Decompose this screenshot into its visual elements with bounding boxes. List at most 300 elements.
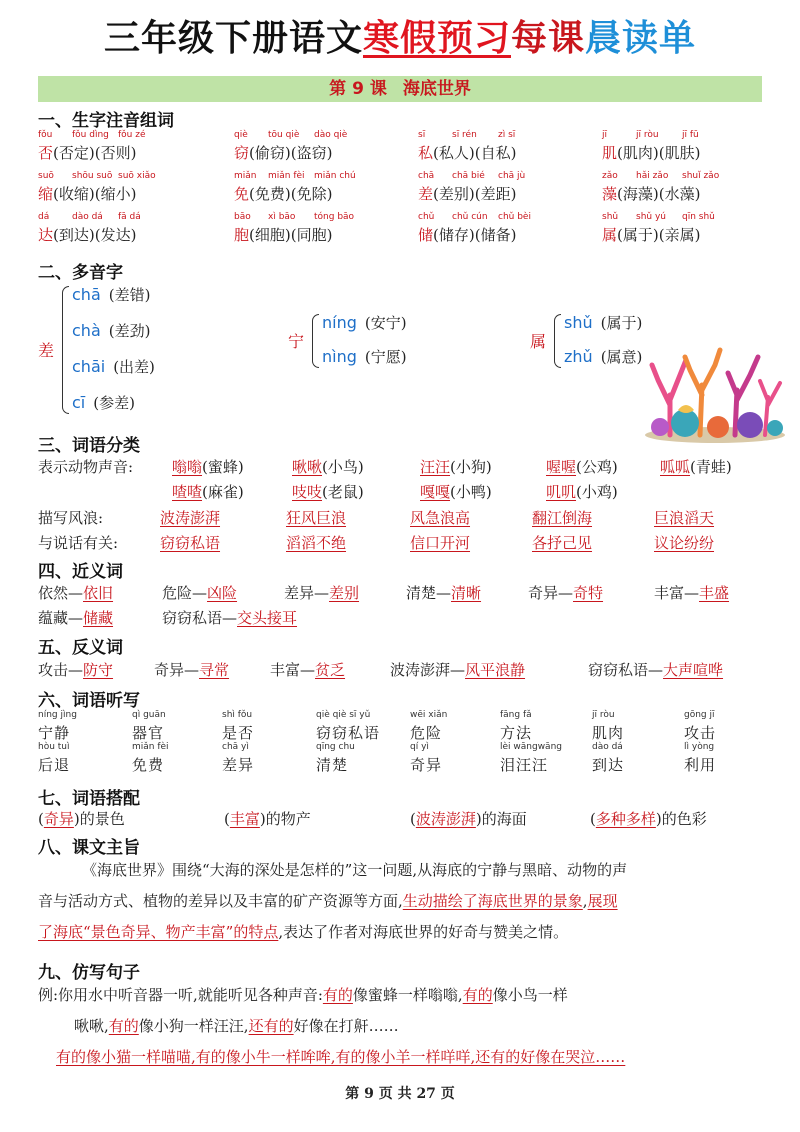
answer-word: 滔滔不绝: [286, 534, 347, 552]
collocation-tail: )的海面: [475, 810, 527, 828]
speak-word: [160, 532, 220, 553]
word-hint: (麻雀): [202, 483, 244, 501]
synonym-answer: 凶险: [207, 584, 238, 602]
synonym-answer: 丰盛: [699, 584, 730, 602]
char-pinyin: [602, 130, 782, 142]
pinyin-part: xì bāo: [268, 212, 296, 222]
antonym-answer: 大声喧哗: [663, 661, 724, 679]
synonym-word: 差异—: [284, 584, 330, 602]
dictation-word: [316, 710, 380, 743]
dictation-pinyin: wēi xiǎn: [410, 710, 448, 720]
page-footer: 第 9 页 共 27 页: [345, 1086, 455, 1102]
pinyin-part: shuǐ zǎo: [682, 171, 720, 181]
polyphone-char: 宁: [288, 332, 305, 351]
char-line: [234, 183, 414, 204]
antonym-pair: [154, 659, 229, 680]
theme-line-2: 音与活动方式、植物的差异以及丰富的矿产资源等方面,生动描绘了海底世界的景象,展现: [38, 892, 618, 910]
pinyin-part: hǎi zǎo: [636, 171, 669, 181]
char-words: (私人)(自私): [433, 144, 517, 162]
lesson-number: 第 9 课: [329, 79, 387, 99]
char-entry: [602, 212, 782, 245]
title-part4: 晨读单: [585, 18, 697, 59]
pinyin-part: qīn shǔ: [682, 212, 715, 222]
animal-sound-word: [292, 481, 364, 502]
pinyin-part: sī rén: [452, 130, 477, 140]
dictation-hanzi: 差异: [222, 756, 255, 774]
dictation-hanzi: 免费: [132, 756, 165, 774]
dictation-pinyin: lèi wāngwāng: [500, 742, 562, 752]
antonym-pair: [588, 659, 723, 680]
char-entry: [418, 171, 598, 204]
coral-illustration: [640, 335, 790, 445]
pinyin-part: dào dá: [72, 212, 103, 222]
char-entry: [234, 212, 414, 245]
dictation-pinyin: fāng fǎ: [500, 710, 532, 720]
char-glyph: 差: [418, 185, 434, 203]
char-pinyin: [234, 130, 414, 142]
collocation-answer: 奇异: [43, 810, 74, 828]
dictation-word: [500, 710, 532, 743]
dictation-word: [222, 710, 254, 743]
polyphone-pinyin: chā: [72, 285, 101, 304]
word-hint: (蜜蜂): [202, 458, 244, 476]
pinyin-part: bāo: [234, 212, 251, 222]
char-glyph: 窃: [234, 144, 250, 162]
char-entry: [38, 130, 218, 163]
dictation-word: [38, 742, 70, 775]
antonym-word: 奇异—: [154, 661, 200, 679]
pinyin-part: qiè: [234, 130, 248, 140]
polyphone-item: [564, 312, 642, 333]
brace-mark: [554, 314, 561, 368]
animal-sound-word: [172, 481, 244, 502]
collocation-answer: 波涛澎湃: [415, 810, 476, 828]
char-glyph: 肌: [602, 144, 618, 162]
char-pinyin: [418, 130, 598, 142]
char-pinyin: [602, 171, 782, 183]
pinyin-part: tōu qiè: [268, 130, 300, 140]
wave-word: [286, 507, 346, 528]
char-line: [418, 142, 598, 163]
char-pinyin: [418, 212, 598, 224]
dictation-pinyin: gōng jī: [684, 710, 715, 720]
polyphone-pinyin: nìng: [322, 347, 357, 366]
theme-paragraph: 《海底世界》围绕“大海的深处是怎样的”这一问题,从海底的宁静与黑暗、动物的声: [82, 861, 628, 879]
antonym-pair: [38, 659, 113, 680]
char-words: (收缩)(缩小): [53, 185, 137, 203]
dictation-pinyin: qì guān: [132, 710, 166, 720]
polyphone-item: [322, 346, 407, 367]
paren: (: [410, 810, 416, 828]
speak-word: [410, 532, 470, 553]
dictation-hanzi: 奇异: [410, 756, 443, 774]
char-pinyin: [38, 171, 218, 183]
synonym-word: 清楚—: [406, 584, 452, 602]
animal-sound-word: [546, 456, 618, 477]
dictation-word: [592, 742, 624, 775]
section-heading-8: 八、课文主旨: [38, 838, 140, 858]
dictation-pinyin: lì yòng: [684, 742, 715, 752]
pinyin-part: zì sī: [498, 130, 516, 140]
char-line: [38, 224, 218, 245]
pinyin-part: miǎn: [234, 171, 257, 181]
antonym-word: 波涛澎湃—: [390, 661, 466, 679]
synonym-answer: 清晰: [451, 584, 482, 602]
polyphone-char: 属: [530, 332, 547, 351]
dictation-pinyin: dào dá: [592, 742, 623, 752]
pinyin-part: shǔ yú: [636, 212, 666, 222]
answer-word: 狂风巨浪: [286, 509, 347, 527]
word-hint: (小狗): [450, 458, 492, 476]
dictation-hanzi: 危险: [410, 724, 443, 742]
dictation-word: [38, 710, 77, 743]
dictation-pinyin: níng jìng: [38, 710, 77, 720]
dictation-word: [316, 742, 355, 775]
synonym-word: 危险—: [162, 584, 208, 602]
wave-label: 描写风浪:: [38, 509, 104, 527]
dictation-word: [410, 742, 442, 775]
polyphone-pinyin: cī: [72, 393, 86, 412]
char-glyph: 私: [418, 144, 434, 162]
word-hint: (公鸡): [576, 458, 618, 476]
polyphone-item: [72, 284, 150, 305]
polyphone-pinyin: chà: [72, 321, 101, 340]
speak-word: [654, 532, 714, 553]
animal-sound-word: [172, 456, 244, 477]
dictation-word: [132, 742, 169, 775]
dictation-hanzi: 攻击: [684, 724, 717, 742]
polyphone-pinyin: zhǔ: [564, 347, 593, 366]
antonym-pair: [390, 659, 525, 680]
collocation-item: [590, 808, 707, 829]
char-words: (海藻)(水藻): [617, 185, 701, 203]
polyphone-word: (属于): [600, 314, 643, 332]
char-glyph: 缩: [38, 185, 54, 203]
answer-word: 窃窃私语: [160, 534, 221, 552]
synonym-pair: [38, 607, 113, 628]
polyphone-pinyin: níng: [322, 313, 357, 332]
antonym-word: 窃窃私语—: [588, 661, 664, 679]
dictation-word: [410, 710, 447, 743]
wave-word: [654, 507, 714, 528]
dictation-hanzi: 方法: [500, 724, 533, 742]
antonym-answer: 防守: [83, 661, 114, 679]
char-words: (属于)(亲属): [617, 226, 701, 244]
dictation-word: [592, 710, 624, 743]
answer-word: 风急浪高: [410, 509, 471, 527]
antonym-answer: 贫乏: [315, 661, 346, 679]
animal-sound-word: [420, 481, 492, 502]
pinyin-part: dá: [38, 212, 50, 222]
char-glyph: 达: [38, 226, 54, 244]
polyphone-word: (属意): [600, 348, 643, 366]
word-hint: (小鸭): [450, 483, 492, 501]
answer-word: 汪汪: [420, 458, 451, 476]
speak-word: [532, 532, 592, 553]
char-pinyin: [418, 171, 598, 183]
section-heading-6: 六、词语听写: [38, 691, 140, 711]
polyphone-word: (安宁): [364, 314, 407, 332]
char-glyph: 藻: [602, 185, 618, 203]
char-pinyin: [602, 212, 782, 224]
char-line: [418, 224, 598, 245]
answer-word: 啾啾: [292, 458, 323, 476]
dictation-pinyin: miǎn fèi: [132, 742, 169, 752]
char-entry: [602, 130, 782, 163]
pinyin-part: shōu suō: [72, 171, 113, 181]
answer-word: 喔喔: [546, 458, 577, 476]
answer-word: 各抒己见: [532, 534, 593, 552]
polyphone-item: [322, 312, 407, 333]
char-line: [38, 142, 218, 163]
synonym-word: 奇异—: [528, 584, 574, 602]
char-line: [418, 183, 598, 204]
dictation-hanzi: 清楚: [316, 756, 349, 774]
char-entry: [38, 171, 218, 204]
char-words: (免费)(免除): [249, 185, 333, 203]
polyphone-word: (差错): [108, 286, 151, 304]
char-entry: [234, 130, 414, 163]
section-heading-3: 三、词语分类: [38, 436, 140, 456]
collocation-answer: 多种多样: [595, 810, 656, 828]
pinyin-part: chā jù: [498, 171, 526, 181]
pinyin-part: sī: [418, 130, 426, 140]
animal-sound-word: [660, 456, 732, 477]
synonym-pair: [162, 582, 237, 603]
char-line: [602, 142, 782, 163]
dictation-hanzi: 是否: [222, 724, 255, 742]
char-entry: [602, 171, 782, 204]
dictation-word: [500, 742, 562, 775]
dictation-pinyin: chā yì: [222, 742, 249, 752]
polyphone-item: [72, 320, 150, 341]
dictation-hanzi: 到达: [592, 756, 625, 774]
pinyin-part: fā dá: [118, 212, 141, 222]
antonym-word: 丰富—: [270, 661, 316, 679]
answer-word: 嗡嗡: [172, 458, 203, 476]
answer-word: 波涛澎湃: [160, 509, 221, 527]
char-words: (偷窃)(盗窃): [249, 144, 333, 162]
char-words: (肌肉)(肌肤): [617, 144, 701, 162]
dictation-pinyin: qīng chu: [316, 742, 355, 752]
pinyin-part: jī ròu: [636, 130, 659, 140]
section-heading-4: 四、近义词: [38, 562, 123, 582]
answer-word: 翻江倒海: [532, 509, 593, 527]
collocation-tail: )的景色: [73, 810, 125, 828]
char-line: [234, 224, 414, 245]
animal-sound-word: [546, 481, 618, 502]
pinyin-part: chā: [418, 171, 435, 181]
polyphone-item: [72, 356, 155, 377]
paren: (: [38, 810, 44, 828]
imitate-line-1: 例:你用水中听音器一听,就能听见各种声音:有的像蜜蜂一样嗡嗡,有的像小鸟一样: [38, 986, 568, 1004]
answer-word: 喳喳: [172, 483, 203, 501]
char-entry: [234, 171, 414, 204]
word-hint: (老鼠): [322, 483, 364, 501]
collocation-answer: 丰富: [229, 810, 260, 828]
word-hint: (小鸡): [576, 483, 618, 501]
dictation-hanzi: 窃窃私语: [316, 724, 381, 742]
synonym-answer: 交头接耳: [237, 609, 298, 627]
pinyin-part: tóng bāo: [314, 212, 355, 222]
char-words: (差别)(差距): [433, 185, 517, 203]
char-pinyin: [38, 130, 218, 142]
answer-word: 嘎嘎: [420, 483, 451, 501]
polyphone-pinyin: chāi: [72, 357, 106, 376]
pinyin-part: fǒu zé: [118, 130, 146, 140]
dictation-hanzi: 后退: [38, 756, 71, 774]
char-pinyin: [38, 212, 218, 224]
char-entry: [38, 212, 218, 245]
imitate-answer: 有的像小猫一样喵喵,有的像小牛一样哞哞,有的像小羊一样咩咩,还有的好像在哭泣……: [56, 1048, 626, 1066]
answer-word: 信口开河: [410, 534, 471, 552]
wave-word: [410, 507, 470, 528]
pinyin-part: miǎn fèi: [268, 171, 305, 181]
antonym-answer: 风平浪静: [465, 661, 526, 679]
char-words: (细胞)(同胞): [249, 226, 333, 244]
polyphone-word: (参差): [93, 394, 135, 412]
synonym-answer: 储藏: [83, 609, 114, 627]
brace-mark: [62, 286, 69, 414]
dictation-pinyin: hòu tuì: [38, 742, 70, 752]
synonym-pair: [284, 582, 359, 603]
synonym-answer: 奇特: [573, 584, 604, 602]
synonym-word: 丰富—: [654, 584, 700, 602]
dictation-hanzi: 器官: [132, 724, 165, 742]
dictation-word: [684, 742, 716, 775]
collocation-item: [224, 808, 311, 829]
pinyin-part: suō: [38, 171, 54, 181]
section-heading-7: 七、词语搭配: [38, 789, 140, 809]
char-glyph: 储: [418, 226, 434, 244]
char-entry: [418, 130, 598, 163]
char-glyph: 免: [234, 185, 250, 203]
title-part2: 寒假预习: [362, 18, 511, 59]
animal-sound-word: [292, 456, 364, 477]
char-words: (储存)(储备): [433, 226, 517, 244]
dictation-hanzi: 利用: [684, 756, 717, 774]
dictation-pinyin: qí yì: [410, 742, 429, 752]
char-glyph: 否: [38, 144, 54, 162]
polyphone-word: (差劲): [108, 322, 151, 340]
title-part3: 每课: [511, 18, 586, 59]
pinyin-part: chǔ bèi: [498, 212, 531, 222]
polyphone-pinyin: shǔ: [564, 313, 593, 332]
char-pinyin: [234, 212, 414, 224]
pinyin-part: chā bié: [452, 171, 485, 181]
dictation-hanzi: 宁静: [38, 724, 71, 742]
char-pinyin: [234, 171, 414, 183]
pinyin-part: fǒu dìng: [72, 130, 109, 140]
char-words: (否定)(否则): [53, 144, 137, 162]
char-line: [602, 224, 782, 245]
polyphone-item: [72, 392, 135, 413]
section-heading-2: 二、多音字: [38, 263, 123, 283]
pinyin-part: shǔ: [602, 212, 619, 222]
answer-word: 巨浪滔天: [654, 509, 715, 527]
char-glyph: 胞: [234, 226, 250, 244]
paren: (: [590, 810, 596, 828]
speak-word: [286, 532, 346, 553]
polyphone-item: [564, 346, 642, 367]
page-title: [0, 10, 800, 61]
imitate-line-2: 啾啾,有的像小狗一样汪汪,还有的好像在打鼾……: [74, 1017, 399, 1035]
pinyin-part: fǒu: [38, 130, 53, 140]
char-line: [234, 142, 414, 163]
synonym-word: 依然—: [38, 584, 84, 602]
collocation-item: [38, 808, 125, 829]
synonym-word: 蕴藏—: [38, 609, 84, 627]
dictation-word: [222, 742, 254, 775]
answer-word: 吱吱: [292, 483, 323, 501]
pinyin-part: jī fū: [682, 130, 699, 140]
synonym-word: 窃窃私语—: [162, 609, 238, 627]
synonym-pair: [162, 607, 297, 628]
answer-word: 叽叽: [546, 483, 577, 501]
word-hint: (青蛙): [690, 458, 732, 476]
pinyin-part: chǔ cún: [452, 212, 488, 222]
animal-sound-word: [420, 456, 492, 477]
dictation-pinyin: shì fǒu: [222, 710, 253, 720]
pinyin-part: dào qiè: [314, 130, 348, 140]
lesson-bar: [38, 76, 762, 102]
title-part1: 三年级下册语文: [103, 18, 363, 59]
char-entry: [418, 212, 598, 245]
synonym-pair: [38, 582, 113, 603]
brace-mark: [312, 314, 319, 368]
speak-label: 与说话有关:: [38, 534, 119, 552]
dictation-hanzi: 泪汪汪: [500, 756, 549, 774]
collocation-tail: )的色彩: [655, 810, 707, 828]
pinyin-part: chǔ: [418, 212, 435, 222]
wave-word: [160, 507, 220, 528]
synonym-answer: 依旧: [83, 584, 114, 602]
section-heading-5: 五、反义词: [38, 638, 123, 658]
char-words: (到达)(发达): [53, 226, 137, 244]
lesson-name: 海底世界: [402, 79, 471, 99]
polyphone-word: (宁愿): [364, 348, 407, 366]
animal-label: 表示动物声音:: [38, 458, 134, 476]
pinyin-part: suō xiǎo: [118, 171, 156, 181]
dictation-pinyin: jī ròu: [592, 710, 615, 720]
char-line: [602, 183, 782, 204]
wave-word: [532, 507, 592, 528]
pinyin-part: zǎo: [602, 171, 618, 181]
char-line: [38, 183, 218, 204]
answer-word: 议论纷纷: [654, 534, 715, 552]
answer-word: 呱呱: [660, 458, 691, 476]
collocation-item: [410, 808, 527, 829]
collocation-tail: )的物产: [259, 810, 311, 828]
synonym-pair: [528, 582, 603, 603]
antonym-answer: 寻常: [199, 661, 230, 679]
section-heading-9: 九、仿写句子: [38, 963, 140, 983]
dictation-word: [684, 710, 716, 743]
paren: (: [224, 810, 230, 828]
pinyin-part: jī: [602, 130, 608, 140]
synonym-pair: [406, 582, 481, 603]
antonym-pair: [270, 659, 345, 680]
word-hint: (小鸟): [322, 458, 364, 476]
antonym-word: 攻击—: [38, 661, 84, 679]
theme-line-3: 了海底“景色奇异、物产丰富”的特点,表达了作者对海底世界的好奇与赞美之情。: [38, 923, 569, 941]
pinyin-part: miǎn chú: [314, 171, 356, 181]
synonym-answer: 差别: [329, 584, 360, 602]
synonym-pair: [654, 582, 729, 603]
dictation-word: [132, 710, 166, 743]
section-heading-1: 一、生字注音组词: [38, 111, 174, 131]
polyphone-word: (出差): [113, 358, 155, 376]
